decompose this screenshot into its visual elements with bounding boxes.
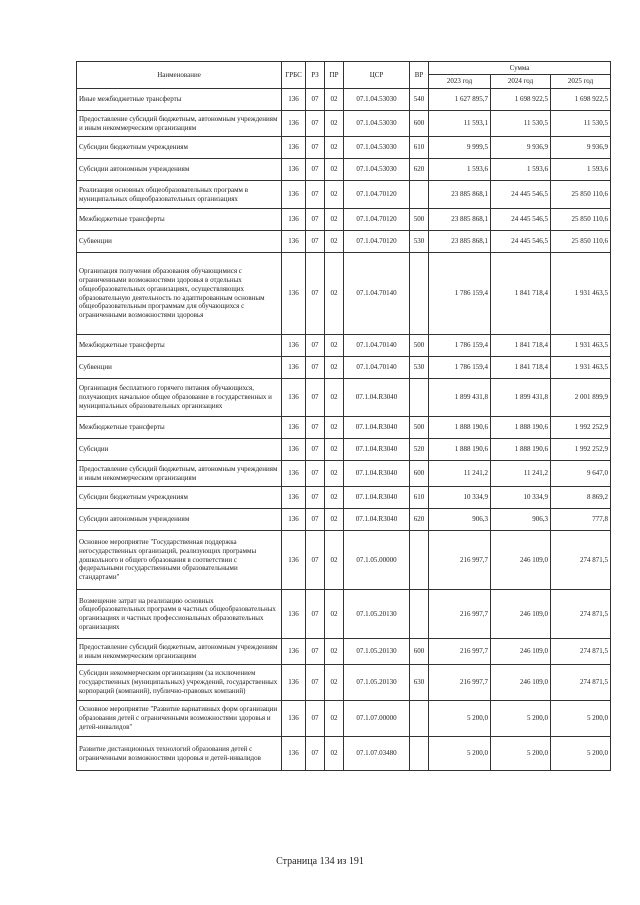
cell-name: Иные межбюджетные трансферты bbox=[77, 89, 282, 111]
header-name: Наименование bbox=[77, 62, 282, 89]
cell-sum-2024: 246 109,0 bbox=[491, 665, 551, 701]
table-row bbox=[77, 159, 611, 181]
table-row bbox=[77, 231, 611, 253]
table-row bbox=[77, 590, 611, 639]
cell-grbs: 136 bbox=[282, 737, 306, 771]
cell-pr: 02 bbox=[325, 487, 344, 509]
cell-vr bbox=[410, 737, 429, 771]
cell-sum-2023: 1 786 159,4 bbox=[429, 253, 491, 335]
cell-pr: 02 bbox=[325, 639, 344, 665]
cell-sum-2024: 906,3 bbox=[491, 509, 551, 531]
cell-sum-2023: 216 997,7 bbox=[429, 665, 491, 701]
cell-grbs: 136 bbox=[282, 379, 306, 417]
cell-grbs: 136 bbox=[282, 357, 306, 379]
cell-sum-2023: 906,3 bbox=[429, 509, 491, 531]
cell-rz: 07 bbox=[306, 231, 325, 253]
cell-pr: 02 bbox=[325, 159, 344, 181]
cell-sum-2024: 246 109,0 bbox=[491, 590, 551, 639]
cell-name: Предоставление субсидий бюджетным, автономным учреждениям и иным некоммерческим организациям bbox=[77, 639, 282, 665]
cell-vr: 620 bbox=[410, 509, 429, 531]
cell-name: Субвенции bbox=[77, 231, 282, 253]
cell-pr: 02 bbox=[325, 439, 344, 461]
cell-name: Субсидии бюджетным учреждениям bbox=[77, 137, 282, 159]
cell-csr: 07.1.04.53030 bbox=[344, 159, 410, 181]
cell-pr: 02 bbox=[325, 231, 344, 253]
cell-sum-2025: 25 850 110,6 bbox=[551, 231, 611, 253]
cell-sum-2023: 1 786 159,4 bbox=[429, 357, 491, 379]
cell-grbs: 136 bbox=[282, 137, 306, 159]
cell-sum-2025: 274 871,5 bbox=[551, 590, 611, 639]
cell-csr: 07.1.04.70120 bbox=[344, 231, 410, 253]
cell-sum-2023: 1 627 895,7 bbox=[429, 89, 491, 111]
cell-grbs: 136 bbox=[282, 89, 306, 111]
cell-name: Субсидии автономным учреждениям bbox=[77, 159, 282, 181]
cell-rz: 07 bbox=[306, 253, 325, 335]
cell-sum-2024: 1 888 190,6 bbox=[491, 417, 551, 439]
cell-sum-2025: 25 850 110,6 bbox=[551, 181, 611, 209]
cell-sum-2024: 1 841 718,4 bbox=[491, 335, 551, 357]
cell-sum-2023: 216 997,7 bbox=[429, 639, 491, 665]
cell-grbs: 136 bbox=[282, 209, 306, 231]
cell-name: Организация бесплатного горячего питания обучающихся, получающих начальное общее образование в государственных и муниципальных образовательных организациях bbox=[77, 379, 282, 417]
cell-name: Организация получения образования обучающимися с ограниченными возможностями здоровья в отдельных общеобразовательных организациях, осуществляющих образовательную деятельность по адаптированным основным общеобразовательным программам для обучающихся с ограниченными возможностями здоровья bbox=[77, 253, 282, 335]
cell-rz: 07 bbox=[306, 111, 325, 137]
cell-vr: 630 bbox=[410, 665, 429, 701]
table-row bbox=[77, 209, 611, 231]
table-header bbox=[77, 62, 611, 89]
table-row bbox=[77, 357, 611, 379]
cell-sum-2024: 11 241,2 bbox=[491, 461, 551, 487]
cell-csr: 07.1.04.53030 bbox=[344, 111, 410, 137]
header-sum: Сумма bbox=[429, 62, 611, 75]
table-row bbox=[77, 439, 611, 461]
cell-pr: 02 bbox=[325, 461, 344, 487]
cell-sum-2025: 11 530,5 bbox=[551, 111, 611, 137]
table-row bbox=[77, 253, 611, 335]
cell-sum-2023: 9 999,5 bbox=[429, 137, 491, 159]
cell-rz: 07 bbox=[306, 137, 325, 159]
cell-vr: 610 bbox=[410, 487, 429, 509]
table-row bbox=[77, 111, 611, 137]
cell-sum-2024: 1 593,6 bbox=[491, 159, 551, 181]
cell-sum-2025: 25 850 110,6 bbox=[551, 209, 611, 231]
cell-pr: 02 bbox=[325, 509, 344, 531]
cell-name: Предоставление субсидий бюджетным, автономным учреждениям и иным некоммерческим организациям bbox=[77, 461, 282, 487]
table-row bbox=[77, 417, 611, 439]
cell-grbs: 136 bbox=[282, 335, 306, 357]
cell-sum-2023: 23 885 868,1 bbox=[429, 231, 491, 253]
cell-csr: 07.1.04.70140 bbox=[344, 335, 410, 357]
header-pr: ПР bbox=[325, 62, 344, 89]
cell-rz: 07 bbox=[306, 461, 325, 487]
cell-pr: 02 bbox=[325, 335, 344, 357]
cell-name: Субсидии bbox=[77, 439, 282, 461]
cell-sum-2025: 5 200,0 bbox=[551, 701, 611, 737]
cell-vr bbox=[410, 531, 429, 590]
cell-pr: 02 bbox=[325, 253, 344, 335]
cell-sum-2023: 10 334,9 bbox=[429, 487, 491, 509]
cell-grbs: 136 bbox=[282, 159, 306, 181]
cell-sum-2025: 8 869,2 bbox=[551, 487, 611, 509]
cell-csr: 07.1.05.00000 bbox=[344, 531, 410, 590]
cell-sum-2024: 1 888 190,6 bbox=[491, 439, 551, 461]
cell-csr: 07.1.04.R3040 bbox=[344, 379, 410, 417]
cell-sum-2025: 1 931 463,5 bbox=[551, 335, 611, 357]
cell-sum-2024: 9 936,9 bbox=[491, 137, 551, 159]
cell-sum-2025: 1 992 252,9 bbox=[551, 417, 611, 439]
header-rz: РЗ bbox=[306, 62, 325, 89]
cell-name: Межбюджетные трансферты bbox=[77, 209, 282, 231]
cell-sum-2025: 9 647,0 bbox=[551, 461, 611, 487]
cell-sum-2025: 9 936,9 bbox=[551, 137, 611, 159]
cell-grbs: 136 bbox=[282, 231, 306, 253]
cell-grbs: 136 bbox=[282, 509, 306, 531]
cell-csr: 07.1.04.53030 bbox=[344, 137, 410, 159]
cell-vr: 610 bbox=[410, 137, 429, 159]
cell-name: Субвенции bbox=[77, 357, 282, 379]
header-year-2023: 2023 год bbox=[429, 75, 491, 89]
cell-rz: 07 bbox=[306, 487, 325, 509]
cell-name: Межбюджетные трансферты bbox=[77, 417, 282, 439]
cell-pr: 02 bbox=[325, 665, 344, 701]
table-row bbox=[77, 461, 611, 487]
cell-vr bbox=[410, 379, 429, 417]
cell-sum-2024: 24 445 546,5 bbox=[491, 209, 551, 231]
cell-name: Развитие дистанционных технологий образования детей с ограниченными возможностями здоровья и детей-инвалидов bbox=[77, 737, 282, 771]
cell-grbs: 136 bbox=[282, 111, 306, 137]
cell-name: Реализация основных общеобразовательных программ в муниципальных общеобразовательных организациях bbox=[77, 181, 282, 209]
cell-vr: 500 bbox=[410, 335, 429, 357]
cell-rz: 07 bbox=[306, 209, 325, 231]
cell-vr: 600 bbox=[410, 461, 429, 487]
cell-vr bbox=[410, 253, 429, 335]
cell-sum-2023: 5 200,0 bbox=[429, 737, 491, 771]
table-row bbox=[77, 665, 611, 701]
cell-csr: 07.1.04.70120 bbox=[344, 209, 410, 231]
cell-rz: 07 bbox=[306, 531, 325, 590]
cell-rz: 07 bbox=[306, 357, 325, 379]
cell-sum-2024: 1 698 922,5 bbox=[491, 89, 551, 111]
cell-sum-2025: 2 001 899,9 bbox=[551, 379, 611, 417]
cell-sum-2024: 11 530,5 bbox=[491, 111, 551, 137]
table-row bbox=[77, 335, 611, 357]
cell-vr: 530 bbox=[410, 357, 429, 379]
cell-sum-2025: 274 871,5 bbox=[551, 531, 611, 590]
cell-sum-2023: 23 885 868,1 bbox=[429, 181, 491, 209]
cell-rz: 07 bbox=[306, 89, 325, 111]
cell-vr: 520 bbox=[410, 439, 429, 461]
cell-sum-2025: 5 200,0 bbox=[551, 737, 611, 771]
cell-rz: 07 bbox=[306, 737, 325, 771]
budget-table bbox=[76, 61, 611, 771]
cell-csr: 07.1.05.20130 bbox=[344, 639, 410, 665]
cell-sum-2023: 11 241,2 bbox=[429, 461, 491, 487]
header-year-2024: 2024 год bbox=[491, 75, 551, 89]
cell-csr: 07.1.04.R3040 bbox=[344, 509, 410, 531]
cell-sum-2025: 777,8 bbox=[551, 509, 611, 531]
cell-rz: 07 bbox=[306, 590, 325, 639]
cell-name: Субсидии некоммерческим организациям (за исключением государственных (муниципальных) учреждений, государственных корпораций (компаний), публично-правовых компаний) bbox=[77, 665, 282, 701]
cell-sum-2024: 5 200,0 bbox=[491, 701, 551, 737]
cell-grbs: 136 bbox=[282, 417, 306, 439]
cell-sum-2024: 24 445 546,5 bbox=[491, 231, 551, 253]
cell-vr: 600 bbox=[410, 111, 429, 137]
cell-sum-2023: 1 888 190,6 bbox=[429, 417, 491, 439]
cell-sum-2025: 274 871,5 bbox=[551, 665, 611, 701]
table-row bbox=[77, 379, 611, 417]
cell-vr: 540 bbox=[410, 89, 429, 111]
cell-csr: 07.1.04.53030 bbox=[344, 89, 410, 111]
cell-rz: 07 bbox=[306, 379, 325, 417]
cell-grbs: 136 bbox=[282, 590, 306, 639]
cell-grbs: 136 bbox=[282, 639, 306, 665]
cell-rz: 07 bbox=[306, 665, 325, 701]
cell-vr: 620 bbox=[410, 159, 429, 181]
cell-pr: 02 bbox=[325, 379, 344, 417]
cell-csr: 07.1.07.00000 bbox=[344, 701, 410, 737]
cell-sum-2023: 216 997,7 bbox=[429, 590, 491, 639]
cell-sum-2023: 1 593,6 bbox=[429, 159, 491, 181]
cell-rz: 07 bbox=[306, 439, 325, 461]
cell-vr: 500 bbox=[410, 417, 429, 439]
cell-pr: 02 bbox=[325, 417, 344, 439]
cell-vr: 600 bbox=[410, 639, 429, 665]
cell-sum-2024: 246 109,0 bbox=[491, 531, 551, 590]
cell-grbs: 136 bbox=[282, 487, 306, 509]
cell-name: Основное мероприятие "Государственная поддержка негосударственных организаций, реализующих программы дошкольного и общего образования в соответствии с федеральными государственными образовательными стандартами" bbox=[77, 531, 282, 590]
cell-rz: 07 bbox=[306, 181, 325, 209]
cell-pr: 02 bbox=[325, 701, 344, 737]
cell-csr: 07.1.04.R3040 bbox=[344, 461, 410, 487]
cell-sum-2025: 1 593,6 bbox=[551, 159, 611, 181]
cell-sum-2025: 1 698 922,5 bbox=[551, 89, 611, 111]
cell-pr: 02 bbox=[325, 181, 344, 209]
cell-sum-2025: 1 931 463,5 bbox=[551, 357, 611, 379]
cell-sum-2025: 274 871,5 bbox=[551, 639, 611, 665]
cell-rz: 07 bbox=[306, 335, 325, 357]
cell-pr: 02 bbox=[325, 590, 344, 639]
cell-sum-2024: 246 109,0 bbox=[491, 639, 551, 665]
cell-sum-2023: 1 786 159,4 bbox=[429, 335, 491, 357]
cell-sum-2023: 1 899 431,8 bbox=[429, 379, 491, 417]
cell-vr: 500 bbox=[410, 209, 429, 231]
cell-csr: 07.1.04.R3040 bbox=[344, 487, 410, 509]
cell-rz: 07 bbox=[306, 639, 325, 665]
cell-grbs: 136 bbox=[282, 461, 306, 487]
cell-sum-2023: 11 593,1 bbox=[429, 111, 491, 137]
cell-rz: 07 bbox=[306, 159, 325, 181]
cell-grbs: 136 bbox=[282, 181, 306, 209]
header-year-2025: 2025 год bbox=[551, 75, 611, 89]
cell-sum-2024: 5 200,0 bbox=[491, 737, 551, 771]
cell-sum-2024: 1 841 718,4 bbox=[491, 253, 551, 335]
cell-rz: 07 bbox=[306, 701, 325, 737]
table-row bbox=[77, 639, 611, 665]
header-grbs: ГРБС bbox=[282, 62, 306, 89]
cell-pr: 02 bbox=[325, 531, 344, 590]
table-row bbox=[77, 531, 611, 590]
cell-name: Предоставление субсидий бюджетным, автономным учреждениям и иным некоммерческим организациям bbox=[77, 111, 282, 137]
cell-name: Основное мероприятие "Развитие вариативных форм организации образования детей с ограниченными возможностями здоровья и детей-инвалидов" bbox=[77, 701, 282, 737]
table-row bbox=[77, 701, 611, 737]
cell-vr: 530 bbox=[410, 231, 429, 253]
cell-sum-2023: 5 200,0 bbox=[429, 701, 491, 737]
cell-csr: 07.1.04.R3040 bbox=[344, 439, 410, 461]
cell-csr: 07.1.04.R3040 bbox=[344, 417, 410, 439]
cell-rz: 07 bbox=[306, 417, 325, 439]
table-row bbox=[77, 137, 611, 159]
cell-grbs: 136 bbox=[282, 531, 306, 590]
table-row bbox=[77, 509, 611, 531]
cell-pr: 02 bbox=[325, 89, 344, 111]
cell-sum-2025: 1 931 463,5 bbox=[551, 253, 611, 335]
cell-sum-2024: 1 841 718,4 bbox=[491, 357, 551, 379]
cell-csr: 07.1.04.70120 bbox=[344, 181, 410, 209]
cell-name: Субсидии автономным учреждениям bbox=[77, 509, 282, 531]
cell-sum-2023: 23 885 868,1 bbox=[429, 209, 491, 231]
cell-pr: 02 bbox=[325, 357, 344, 379]
cell-rz: 07 bbox=[306, 509, 325, 531]
cell-vr bbox=[410, 181, 429, 209]
cell-pr: 02 bbox=[325, 137, 344, 159]
table-row bbox=[77, 487, 611, 509]
cell-sum-2023: 216 997,7 bbox=[429, 531, 491, 590]
cell-csr: 07.1.04.70140 bbox=[344, 357, 410, 379]
table-row bbox=[77, 737, 611, 771]
header-vr: ВР bbox=[410, 62, 429, 89]
table-row bbox=[77, 89, 611, 111]
cell-sum-2024: 10 334,9 bbox=[491, 487, 551, 509]
header-csr: ЦСР bbox=[344, 62, 410, 89]
cell-pr: 02 bbox=[325, 209, 344, 231]
cell-name: Возмещение затрат на реализацию основных общеобразовательных программ в частных общеобразовательных организациях и частных профессиональных образовательных организациях bbox=[77, 590, 282, 639]
cell-vr bbox=[410, 701, 429, 737]
cell-grbs: 136 bbox=[282, 665, 306, 701]
cell-grbs: 136 bbox=[282, 253, 306, 335]
cell-sum-2024: 1 899 431,8 bbox=[491, 379, 551, 417]
cell-csr: 07.1.05.20130 bbox=[344, 590, 410, 639]
cell-name: Субсидии бюджетным учреждениям bbox=[77, 487, 282, 509]
cell-csr: 07.1.05.20130 bbox=[344, 665, 410, 701]
cell-pr: 02 bbox=[325, 111, 344, 137]
cell-grbs: 136 bbox=[282, 701, 306, 737]
cell-sum-2025: 1 992 252,9 bbox=[551, 439, 611, 461]
table-body bbox=[77, 89, 611, 771]
cell-name: Межбюджетные трансферты bbox=[77, 335, 282, 357]
cell-csr: 07.1.04.70140 bbox=[344, 253, 410, 335]
cell-sum-2023: 1 888 190,6 bbox=[429, 439, 491, 461]
cell-grbs: 136 bbox=[282, 439, 306, 461]
table-row bbox=[77, 181, 611, 209]
cell-csr: 07.1.07.03480 bbox=[344, 737, 410, 771]
cell-pr: 02 bbox=[325, 737, 344, 771]
cell-sum-2024: 24 445 546,5 bbox=[491, 181, 551, 209]
page-number: Страница 134 из 191 bbox=[276, 856, 364, 867]
cell-vr bbox=[410, 590, 429, 639]
